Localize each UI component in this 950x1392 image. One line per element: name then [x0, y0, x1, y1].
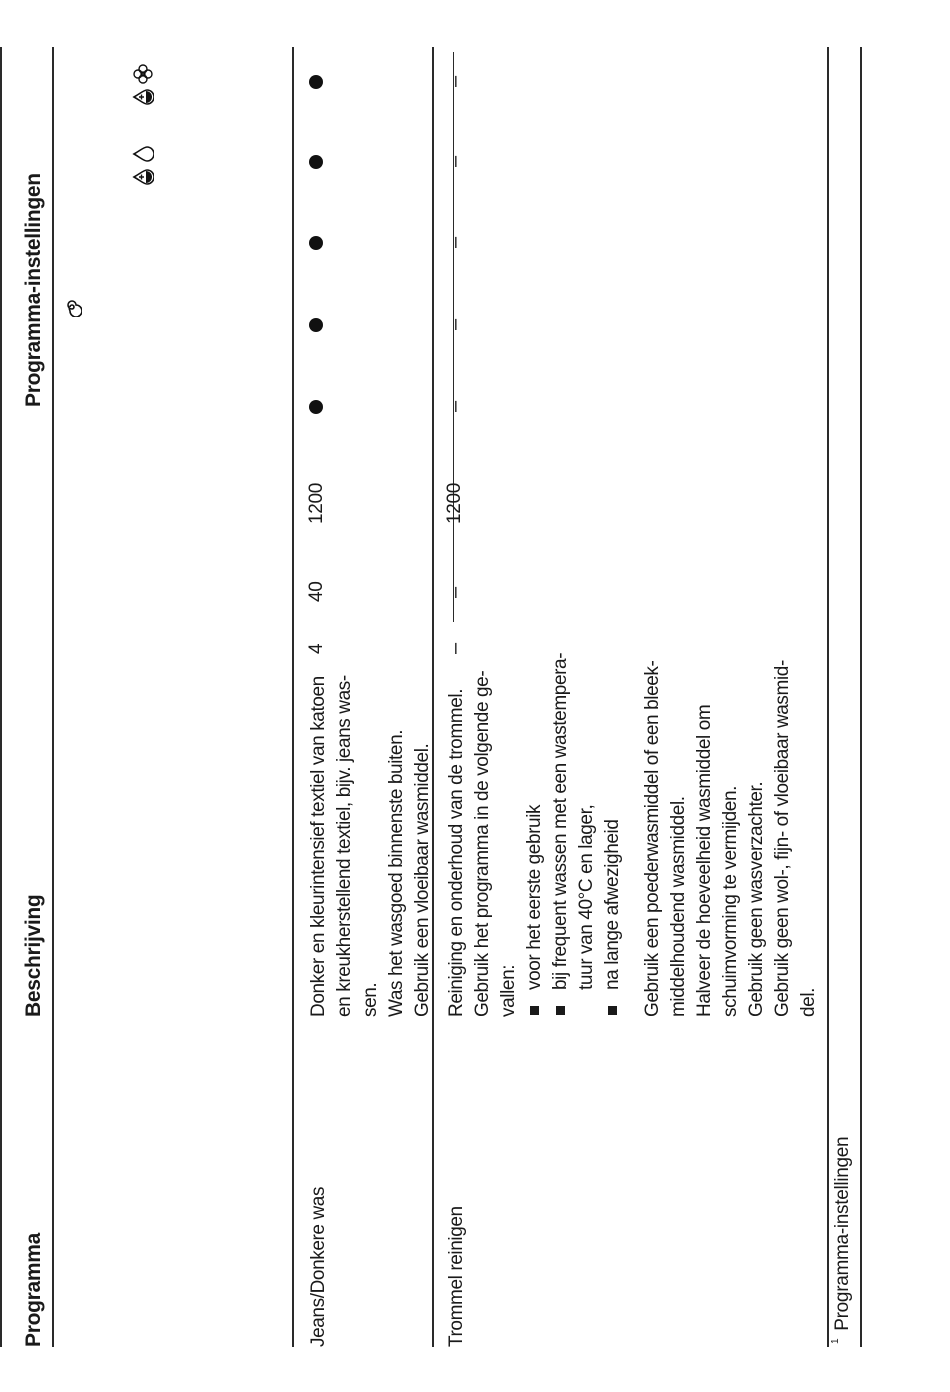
setting-mark-drum-2: –	[444, 318, 466, 330]
bullet-square-icon	[530, 1006, 539, 1015]
description-line: Gebruik het programma in de volgende ge-	[472, 670, 493, 1017]
setting-mark-drum-5: –	[444, 75, 466, 87]
bullet-item: na lange afwezigheid	[600, 653, 626, 1017]
footnote	[832, 1137, 854, 1344]
row-load-jeans: 4	[306, 643, 327, 654]
setting-mark-jeans-5	[309, 75, 323, 89]
table-bottom-rule	[860, 47, 862, 1347]
footnote-text: Programma-instellingen	[832, 1136, 853, 1331]
bullet-square-icon	[608, 1006, 617, 1015]
setting-mark-jeans-2	[309, 318, 323, 332]
footnote-rule	[827, 47, 829, 1347]
drop-plus-icon	[132, 137, 154, 187]
description-line: del.	[798, 987, 819, 1017]
description-line: schuimvorming te vermijden.	[720, 785, 741, 1017]
row-load-drum-clean: –	[444, 642, 466, 654]
description-line: Gebruik geen wol-, fijn- of vloeibaar wasmid-	[772, 660, 793, 1017]
drop-flower-icon	[132, 57, 154, 107]
description-line: en kreukherstellend textiel, bijv. jeans was-	[334, 675, 355, 1017]
row-temp-jeans: 40	[306, 581, 327, 602]
description-line: Gebruik geen wasverzachter.	[746, 781, 767, 1017]
spiral-icon	[62, 297, 82, 317]
row-program-drum-clean: Trommel reinigen	[446, 1206, 467, 1347]
setting-mark-drum-3: –	[444, 236, 466, 248]
setting-mark-jeans-1	[309, 400, 323, 414]
row-description-jeans	[306, 675, 436, 1017]
description-line: Reiniging en onderhoud van de trommel.	[446, 688, 467, 1017]
bullet-item: voor het eerste gebruik	[522, 653, 548, 1017]
footnote-marker: 1	[830, 1338, 841, 1344]
setting-mark-jeans-3	[309, 236, 323, 250]
setting-mark-drum-4: –	[444, 155, 466, 167]
bullet-square-icon	[556, 1006, 565, 1015]
description-line: sen.	[360, 982, 381, 1017]
row-temp-drum-clean: –	[444, 586, 466, 598]
header-rule-top	[0, 47, 2, 1347]
header-rule	[52, 47, 54, 1347]
row-program-jeans: Jeans/Donkere was	[308, 1186, 329, 1347]
bullet-continuation: tuur van 40°C en lager,	[576, 804, 597, 990]
setting-mark-jeans-4	[309, 155, 323, 169]
header-program: Programma	[22, 1232, 45, 1347]
setting-mark-drum-1: –	[444, 400, 466, 412]
row-description-drum-clean	[444, 653, 822, 1017]
description-line: Gebruik een poederwasmiddel of een bleek-	[642, 660, 663, 1017]
description-line: vallen:	[498, 964, 519, 1017]
description-line: middelhoudend wasmiddel.	[668, 796, 689, 1017]
description-line: Gebruik een vloeibaar wasmiddel.	[412, 743, 433, 1017]
description-line: Donker en kleurintensief textiel van katoen	[308, 676, 329, 1017]
bullet-item: bij frequent wassen met een wastempera-	[548, 653, 574, 1017]
description-line: Halveer de hoeveelheid wasmiddel om	[694, 704, 715, 1017]
row-spin-drum-clean: 1200	[444, 482, 465, 524]
description-line: Was het wasgoed binnenste buiten.	[386, 729, 407, 1017]
row-divider-1	[292, 47, 294, 1347]
row-spin-jeans: 1200	[306, 482, 327, 524]
header-description: Beschrijving	[22, 894, 45, 1017]
settings-subheader-rule	[453, 52, 454, 622]
header-settings: Programma-instellingen	[22, 173, 45, 407]
